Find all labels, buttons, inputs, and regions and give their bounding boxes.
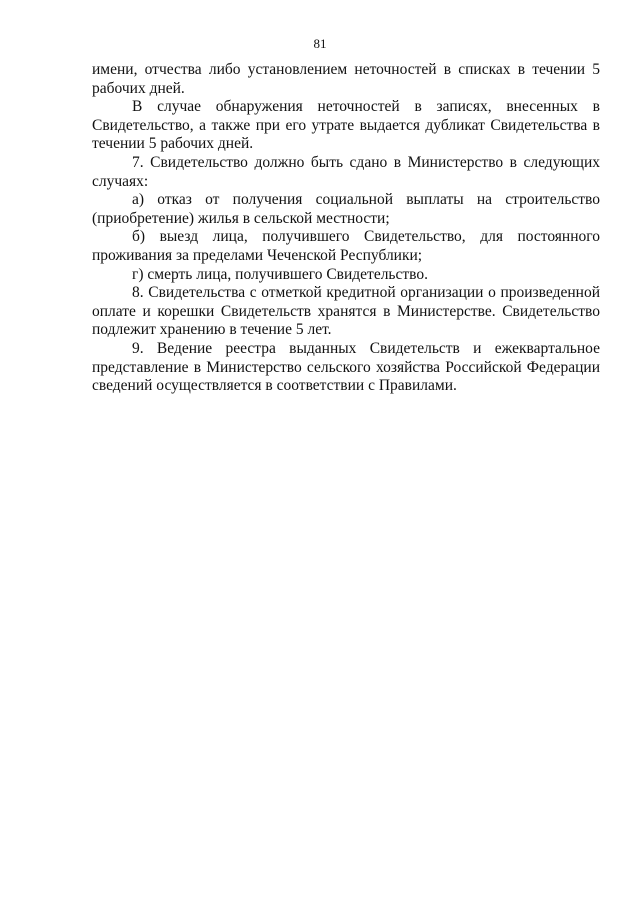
paragraph-item-7b: б) выезд лица, получившего Свидетельство, для постоянного проживания за пределами Чеченской Республики;	[92, 228, 600, 264]
paragraph-item-7g: г) смерть лица, получившего Свидетельство.	[132, 265, 428, 283]
paragraph-inaccuracies-duplicate: В случае обнаружения неточностей в записях, внесенных в Свидетельство, а также при его утрате выдается дубликат Свидетельства в течении 5 рабочих дней.	[92, 98, 600, 153]
paragraph-continuation: имени, отчества либо установлением неточностей в списках в течении 5 рабочих дней.	[92, 61, 600, 97]
document-body	[92, 61, 600, 396]
page-number: 81	[313, 36, 327, 51]
paragraph-item-7: 7. Свидетельство должно быть сдано в Министерство в следующих случаях:	[92, 153, 600, 190]
paragraph-item-7a: а) отказ от получения социальной выплаты на строительство (приобретение) жилья в сельской местности;	[92, 191, 600, 227]
paragraph-item-9: 9. Ведение реестра выданных Свидетельств и ежеквартальное представление в Министерство сельского хозяйства Российской Федерации сведений осуществляется в соответствии с Правилами.	[92, 339, 600, 395]
paragraph-item-8: 8. Свидетельства с отметкой кредитной организации о произведенной оплате и корешки Свидетельств хранятся в Министерстве. Свидетельство подлежит хранению в течение 5 лет.	[92, 284, 600, 339]
